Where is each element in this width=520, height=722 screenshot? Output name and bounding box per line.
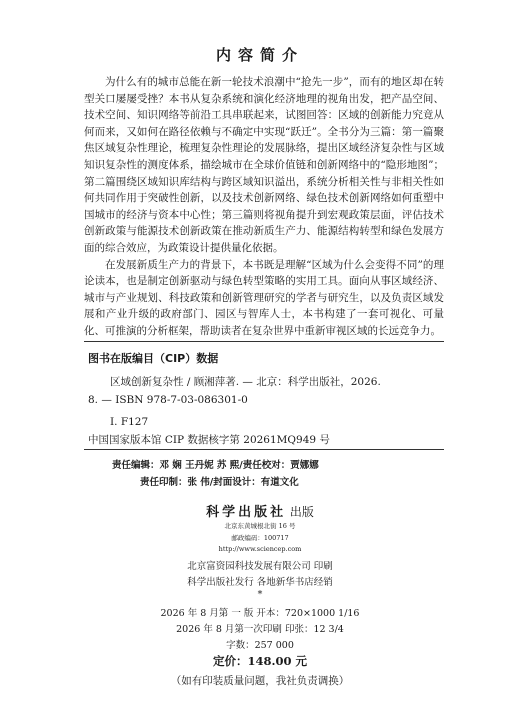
word-count: 字数：257 000 (226, 640, 294, 651)
printer: 北京富资园科技发展有限公司 印刷 (187, 561, 333, 572)
cip-line-1: 区域创新复杂性 / 顾湘萍著. — 北京：科学出版社，2026. (110, 376, 381, 388)
printing-line: 2026 年 8 月第一次印刷 印张：12 3/4 (176, 624, 344, 635)
quality-notice: （如有印装质量问题，我社负责调换） (170, 675, 350, 687)
separator-star: * (257, 589, 263, 600)
publisher-brand: 科学出版社 (206, 505, 287, 520)
publisher-website: http://www.sciencep.com (218, 545, 302, 553)
price: 定价：148.00 元 (212, 654, 307, 668)
publisher-logo (0, 501, 520, 520)
edition-line: 2026 年 8 月第 一 版 开本：720×1000 1/16 (160, 608, 360, 619)
page-title: 内容简介 (215, 46, 304, 64)
publisher-suffix: 出版 (286, 505, 314, 519)
cip-heading: 图书在版编目（CIP）数据 (88, 352, 219, 365)
middle-divider (84, 449, 444, 450)
cip-line-3: Ⅰ. F127 (110, 416, 149, 428)
top-divider (84, 341, 444, 342)
abstract-paragraph-1: 为什么有的城市总能在新一轮技术浪潮中“抢先一步”，而有的地区却在转型关口屡屡受挫？本书从复杂系统和演化经济地理的视角出发，把产品空间、技术空间、知识网络等前沿工具串联起来，试图回答：区域的创新能力究竟从何而来，又如何在路径依赖与不确定中实现“跃迁”。全书分为三篇：第一篇聚焦区域复杂性理论，梳理复杂性理论的发展脉络，提出区域经济复杂性与区域知识复杂性的测度体系，描绘城市在全球价值链和创新网络中的“隐形地图”；第二篇围绕区域知识库结构与跨区域知识溢出，系统分析相关性与非相关性如何共同作用于突破性创新，以及技术创新网络、绿色技术创新网络如何重塑中国城市的经济与资本中心性；第三篇则将视角提升到宏观政策层面，评估技术创新政策与能源技术创新政策在推动新质生产力、能源结构转型和绿色发展方面的综合效应，为政策设计提供量化依据。 (84, 76, 444, 254)
cip-line-2: 8. — ISBN 978-7-03-086301-0 (88, 394, 248, 406)
credits-line-2: 责任印制：张 伟/封面设计：有道文化 (140, 477, 299, 488)
abstract-paragraph-2: 在发展新质生产力的背景下，本书既是理解“区域为什么会变得不同”的理论读本，也是制定创新驱动与绿色转型策略的实用工具。面向从事区域经济、城市与产业规划、科技政策和创新管理研究的学者与研究生，以及负责区域发展和产业升级的政府部门、园区与智库人士，本书构建了一套可视化、可量化、可推演的分析框架，帮助读者在复杂世界中重新审视区域的长远竞争力。 (84, 258, 444, 337)
publisher-postcode: 邮政编码：100717 (231, 534, 289, 542)
credits-line-1: 责任编辑：邓 娴 王丹妮 苏 熙/责任校对：贾娜娜 (112, 460, 319, 471)
abstract (84, 74, 444, 340)
cip-line-4: 中国国家版本馆 CIP 数据核字第 20261MQ949 号 (88, 434, 330, 446)
publisher-address: 北京东黄城根北街 16 号 (224, 522, 296, 530)
distributor: 科学出版社发行 各地新华书店经销 (187, 577, 333, 588)
